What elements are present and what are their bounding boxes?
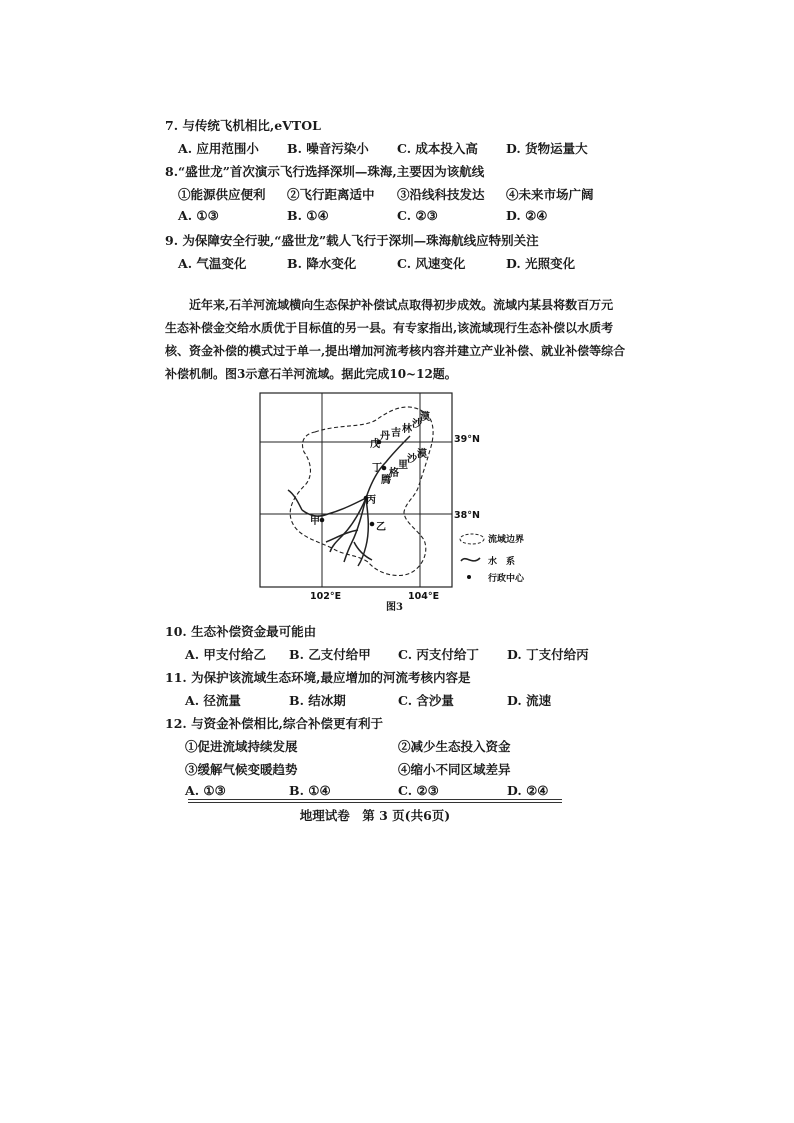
desert1-char-3: 林 [402, 424, 412, 435]
question-12-stem: 12. 与资金补偿相比,综合补偿更有利于 [165, 716, 383, 731]
desert1-char-2: 吉 [391, 428, 401, 439]
legend-boundary-symbol [460, 534, 484, 544]
reading-passage [165, 294, 635, 386]
question-11-stem: 11. 为保护该流域生态环境,最应增加的河流考核内容是 [165, 670, 471, 685]
question-8-stem: 8.“盛世龙”首次演示飞行选择深圳—珠海,主要因为该航线 [165, 164, 485, 179]
q12-option-a: A. ①③ [185, 783, 226, 798]
passage-line-2: 生态补偿金交给水质优于目标值的另一县。有专家指出,该流域现行生态补偿以水质考 [165, 321, 614, 335]
legend-water-label: 水 系 [488, 557, 516, 567]
q12-option-d: D. ②④ [507, 783, 549, 798]
desert2-char-5: 漠 [417, 449, 427, 460]
desert2-char-2: 格 [389, 468, 399, 479]
q12-item-3: ③缓解气候变暖趋势 [185, 762, 298, 777]
q7-option-b: B. 噪音污染小 [287, 141, 369, 156]
page-footer: 地理试卷 第 3 页(共6页) [299, 808, 451, 823]
question-9-stem: 9. 为保障安全行驶,“盛世龙”载人飞行于深圳—珠海航线应特别关注 [165, 233, 539, 248]
lat-label-39n: 39°N [454, 434, 480, 445]
q8-item-2: ②飞行距离适中 [287, 187, 375, 202]
desert2-char-4: 沙 [407, 454, 417, 465]
center-jia [320, 518, 325, 523]
legend-water-symbol [461, 558, 480, 561]
q8-item-4: ④未来市场广阔 [506, 187, 594, 202]
label-wu: 戊 [370, 439, 380, 450]
q8-item-1: ①能源供应便利 [178, 187, 266, 202]
passage-line-4: 补偿机制。图3示意石羊河流域。据此完成10~12题。 [165, 367, 457, 381]
desert2-char-1: 腾 [381, 475, 391, 486]
lon-label-102e: 102°E [310, 591, 342, 602]
footer-rule-top [188, 799, 562, 800]
label-ding: 丁 [372, 463, 382, 474]
q9-option-c: C. 风速变化 [397, 256, 466, 271]
legend-boundary-label: 流域边界 [488, 535, 525, 545]
river-branch-6 [288, 490, 302, 510]
q12-option-b: B. ①④ [289, 783, 331, 798]
q7-option-d: D. 货物运量大 [506, 141, 588, 156]
q10-option-c: C. 丙支付给丁 [398, 647, 479, 662]
desert2-char-3: 里 [398, 460, 408, 471]
q11-option-b: B. 结冰期 [289, 693, 346, 708]
q9-option-b: B. 降水变化 [287, 256, 357, 271]
q10-option-a: A. 甲支付给乙 [185, 647, 266, 662]
q11-option-c: C. 含沙量 [398, 693, 454, 708]
river-branch-1 [302, 498, 366, 516]
q11-option-d: D. 流速 [507, 693, 552, 708]
lat-label-38n: 38°N [454, 510, 480, 521]
figure-caption: 图3 [386, 602, 403, 613]
legend-center-symbol [467, 575, 471, 579]
passage-line-3: 核、资金补偿的模式过于单一,提出增加河流考核内容并建立产业补偿、就业补偿等综合 [165, 344, 626, 358]
q9-option-a: A. 气温变化 [178, 256, 247, 271]
q8-item-3: ③沿线科技发达 [397, 187, 485, 202]
center-ding [382, 466, 387, 471]
q7-option-c: C. 成本投入高 [397, 141, 478, 156]
footer-rule-bottom [188, 802, 562, 803]
desert1-char-5: 漠 [420, 412, 430, 423]
q8-option-b: B. ①④ [287, 208, 329, 223]
label-jia: 甲 [310, 516, 320, 527]
center-yi [370, 522, 375, 527]
map-legend [460, 533, 525, 584]
desert1-char-1: 丹 [380, 431, 390, 442]
desert1-char-4: 沙 [412, 419, 422, 430]
q12-item-4: ④缩小不同区域差异 [398, 762, 511, 777]
q12-option-c: C. ②③ [398, 783, 439, 798]
label-bing: 丙 [366, 495, 376, 506]
q9-option-d: D. 光照变化 [506, 256, 576, 271]
q8-option-c: C. ②③ [397, 208, 438, 223]
q10-option-b: B. 乙支付给甲 [289, 647, 371, 662]
river-system [288, 436, 410, 566]
q7-option-a: A. 应用范围小 [178, 141, 259, 156]
q12-item-2: ②减少生态投入资金 [398, 739, 511, 754]
q11-option-a: A. 径流量 [185, 693, 241, 708]
question-10-stem: 10. 生态补偿资金最可能由 [165, 624, 317, 639]
q12-item-1: ①促进流域持续发展 [185, 739, 298, 754]
legend-center-label: 行政中心 [488, 574, 525, 584]
q8-option-d: D. ②④ [506, 208, 548, 223]
label-yi: 乙 [376, 522, 386, 533]
lon-label-104e: 104°E [408, 591, 440, 602]
q10-option-d: D. 丁支付给丙 [507, 647, 589, 662]
question-7-stem: 7. 与传统飞机相比,eVTOL [165, 118, 321, 133]
passage-line-1: 近年来,石羊河流域横向生态保护补偿试点取得初步成效。流域内某县将数百万元 [189, 298, 614, 312]
shiyang-river-map [258, 390, 525, 602]
q8-option-a: A. ①③ [178, 208, 219, 223]
